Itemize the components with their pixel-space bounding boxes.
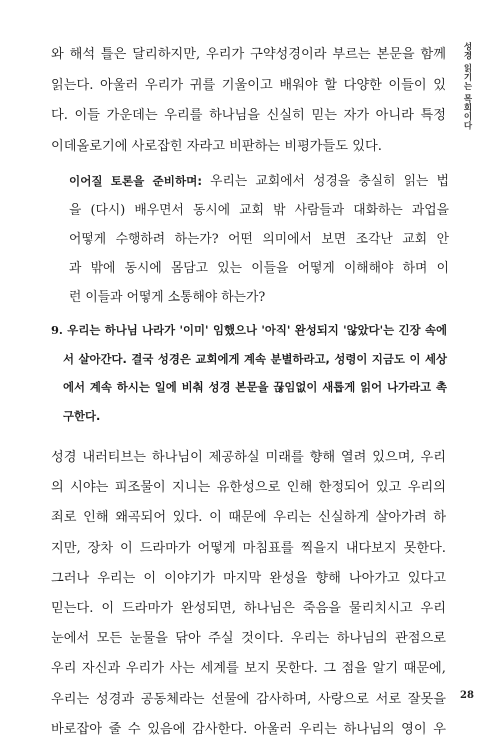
text-line: 런 이들과 어떻게 소통해야 하는가? xyxy=(69,290,266,305)
text-line xyxy=(51,316,447,345)
running-header: 성경 읽기는 목회이다 xyxy=(462,42,472,130)
text-line: 읽는다. 아울러 우리가 귀를 기울이고 배워야 할 다양한 이들이 있 xyxy=(51,77,446,93)
text-line: 그러나 우리는 이 이야기가 마지막 완성을 향해 나아가고 있다고 xyxy=(51,570,446,586)
text-line: 죄로 인해 왜곡되어 있다. 이 때문에 우리는 신실하게 살아가려 하 xyxy=(51,510,446,526)
paragraph-4 xyxy=(51,443,446,745)
text-line: 구한다. xyxy=(63,408,101,423)
text-line: 우리는 성경과 공동체라는 선물에 감사하며, 사랑으로 서로 잘못을 xyxy=(51,691,446,707)
text-line xyxy=(69,167,449,196)
text-line: 믿는다. 이 드라마가 완성되면, 하나님은 죽음을 물리치시고 우리 xyxy=(51,601,446,617)
text-line: 와 해석 틀은 달리하지만, 우리가 구약성경이라 부르는 본문을 함께 xyxy=(51,47,446,62)
text-line: 다. 이들 가운데는 우리를 하나님을 신실히 믿는 자가 아니라 특정 xyxy=(51,108,446,123)
text-line: 지만, 장차 이 드라마가 어떻게 마침표를 찍을지 내다보지 못한다. xyxy=(51,540,446,556)
discussion-prompt xyxy=(69,167,449,312)
thesis-number: 9. xyxy=(51,323,63,337)
text-line: 우리 자신과 우리가 사는 세계를 보지 못한다. 그 점을 알기 때문에, xyxy=(51,661,446,677)
paragraph-1 xyxy=(51,40,446,162)
thesis-text: 우리는 하나님 나라가 '이미' 임했으나 '아직' 완성되지 '않았다'는 긴장 속에 xyxy=(62,323,447,337)
text-line: 성경 내러티브는 하나님이 제공하실 미래를 향해 열려 있으며, 우리 xyxy=(51,450,446,465)
discussion-lead: 이어질 토론을 준비하며: xyxy=(69,174,202,188)
text-line: 눈에서 모든 눈물을 닦아 주실 것이다. 우리는 하나님의 관점으로 xyxy=(51,631,446,647)
text-line: 과 밖에 동시에 몸담고 있는 이들을 어떻게 이해해야 하며 이 xyxy=(69,261,449,276)
text-line: 을 (다시) 배우면서 동시에 교회 밖 사람들과 대화하는 과업을 xyxy=(69,203,449,218)
page-number: 28 xyxy=(460,690,474,701)
text-line: 이데올로기에 사로잡힌 자라고 비판하는 비평가들도 있다. xyxy=(51,138,382,154)
text-line: 에서 계속 하시는 일에 비춰 성경 본문을 끊임없이 새롭게 읽어 나가라고 촉 xyxy=(63,380,447,394)
text-line: 의 시야는 피조물이 지니는 유한성으로 인해 한정되어 있고 우리의 xyxy=(51,480,446,496)
text-line: 어떻게 수행하려 하는가? 어떤 의미에서 보면 조각난 교회 안 xyxy=(69,232,449,247)
discussion-text: 우리는 교회에서 성경을 충실히 읽는 법 xyxy=(201,174,449,189)
thesis-9 xyxy=(51,316,447,430)
text-line: 바로잡아 줄 수 있음에 감사한다. 아울러 우리는 하나님의 영이 우 xyxy=(51,721,446,737)
text-line: 서 살아간다. 결국 성경은 교회에게 계속 분별하라고, 성령이 지금도 이 세상 xyxy=(63,351,447,366)
